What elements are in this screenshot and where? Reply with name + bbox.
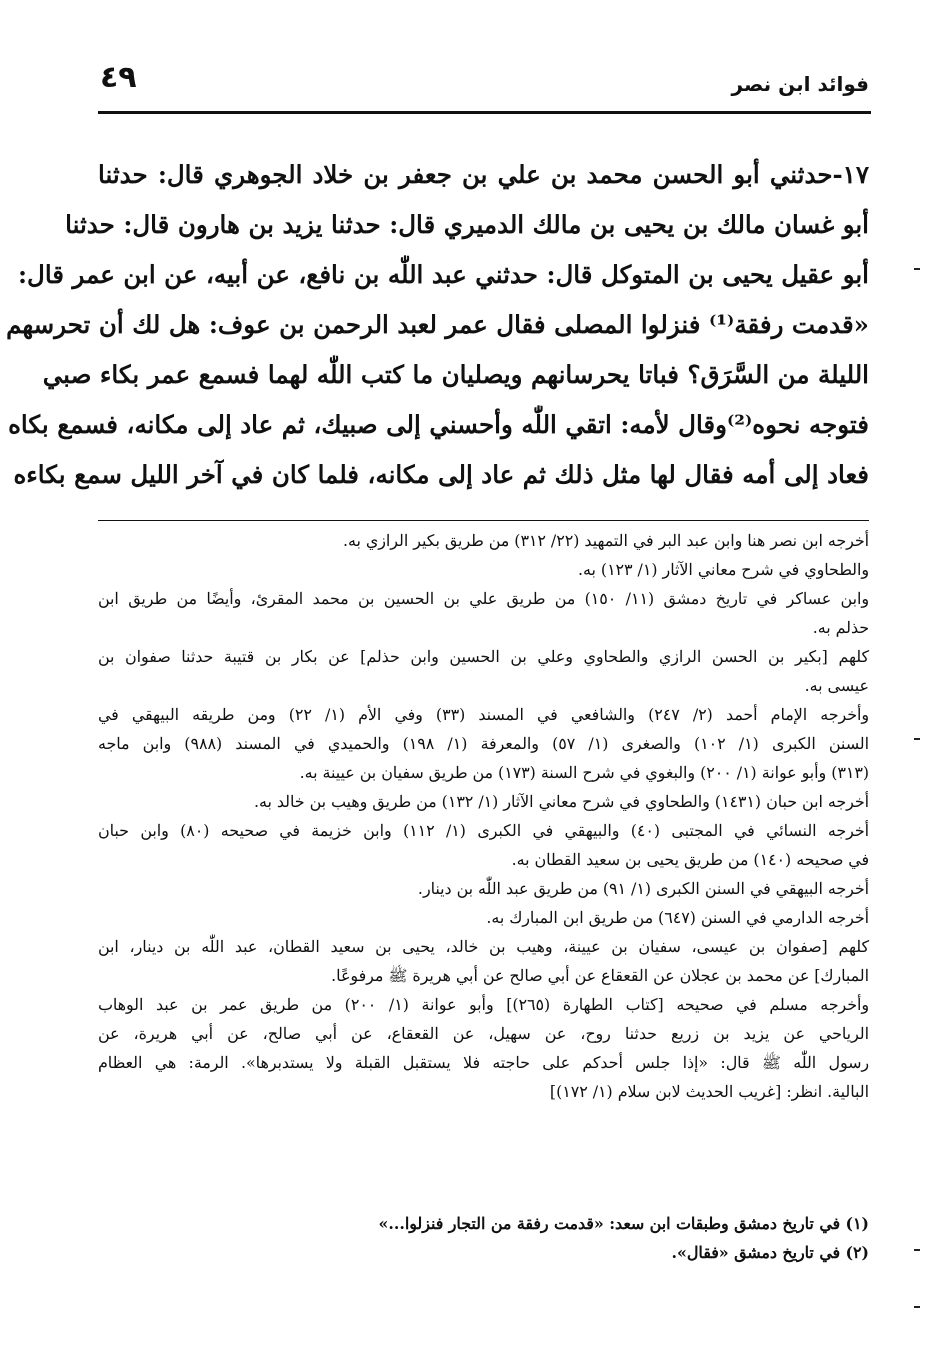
body-line: أبو عقيل يحيى بن المتوكل قال: حدثني عبد اللّٰه بن نافع، عن أبيه، عن ابن عمر قال: [18,260,869,289]
body-line: ١٧-حدثني أبو الحسن محمد بن علي بن جعفر بن خلاد الجوهري قال: حدثنا [98,160,869,189]
body-line: فعاد إلى أمه فقال لها مثل ذلك ثم عاد إلى مكانه، فلما كان في آخر الليل سمع بكاءه [13,460,869,489]
note-line: رسول اللّٰه ﷺ قال: «إذا جلس أحدكم على حاجته فلا يستقبل القبلة ولا يستدبرها». الرمة: هي العظام [98,1053,869,1072]
notes-divider [98,520,869,521]
margin-tick [914,1306,920,1308]
note-line: المبارك] عن محمد بن عجلان عن القعقاع عن أبي صالح عن أبي هريرة ﷺ مرفوعًا. [331,966,869,985]
note-line: الرياحي عن يزيد بن زريع حدثنا روح، عن سهيل، عن القعقاع، عن أبي صالح، عن أبي هريرة، عن [98,1024,869,1043]
body-line: «قدمت رفقة⁽¹⁾ فنزلوا المصلى فقال عمر لعبد الرحمن بن عوف: هل لك أن تحرسهم [6,310,869,339]
note-line: أخرجه النسائي في المجتبى (٤٠) والبيهقي في الكبرى (١/ ١١٢) وابن خزيمة في صحيحه (٨٠) وابن حبان [98,821,869,840]
note-line: أخرجه ابن نصر هنا وابن عبد البر في التمهيد (٢٢/ ٣١٢) من طريق بكير الرازي به. [343,531,869,550]
body-line: فتوجه نحوه⁽²⁾وقال لأمه: اتقي اللّٰه وأحسني إلى صبيك، ثم عاد إلى مكانه، فسمع بكاه [8,410,869,439]
note-line: وابن عساكر في تاريخ دمشق (١١/ ١٥٠) من طريق علي بن الحسين بن محمد المقرئ، وأيضًا من طريق ابن [98,589,869,608]
footnote-1: (١) في تاريخ دمشق وطبقات ابن سعد: «قدمت رفقة من التجار فنزلوا...» [378,1214,869,1233]
body-line: الليلة من السَّرَق؟ فباتا يحرسانهم ويصليان ما كتب اللّٰه لهما فسمع عمر بكاء صبي [42,360,869,389]
note-line: أخرجه ابن حبان (١٤٣١) والطحاوي في شرح معاني الآثار (١/ ١٣٢) من طريق وهيب بن خالد به. [253,792,869,811]
footnote-2: (٢) في تاريخ دمشق «فقال». [671,1243,869,1262]
margin-tick [914,268,920,270]
note-line: البالية. انظر: [غريب الحديث لابن سلام (١/ ١٧٢)] [549,1082,869,1101]
book-title: فوائد ابن نصر [731,72,869,96]
takhrij-notes [98,526,869,1106]
note-line: أخرجه البيهقي في السنن الكبرى (١/ ٩١) من طريق عبد اللّٰه بن دينار. [417,879,869,898]
footnotes [98,1209,869,1267]
header-rule [98,111,871,114]
note-line: حذلم به. [812,618,869,637]
page-number: ٤٩ [100,60,137,95]
note-line: والطحاوي في شرح معاني الآثار (١/ ١٢٣) به. [577,560,869,579]
note-line: كلهم [صفوان بن عيسى، سفيان بن عيينة، وهيب بن خالد، يحيى بن سعيد القطان، عبد اللّٰه بن دينار، ابن [98,937,869,956]
body-line: أبو غسان مالك بن يحيى بن مالك الدميري قال: حدثنا يزيد بن هارون قال: حدثنا [65,210,869,239]
page-header [100,58,869,108]
note-line: كلهم [بكير بن الحسن الرازي والطحاوي وعلي بن الحسين وابن حذلم] عن بكار بن قتيبة حدثنا صفوان بن [98,647,869,666]
note-line: أخرجه الدارمي في السنن (٦٤٧) من طريق ابن المبارك به. [486,908,869,927]
note-line: السنن الكبرى (١/ ١٠٢) والصغرى (١/ ٥٧) والمعرفة (١/ ١٩٨) والحميدي في المسند (٩٨٨) وابن ماجه [98,734,869,753]
note-line: (٣١٣) وأبو عوانة (١/ ٢٠٠) والبغوي في شرح السنة (١٧٣) من طريق سفيان بن عيينة به. [299,763,869,782]
margin-tick [914,738,920,740]
hadith-text [6,150,869,500]
note-line: وأخرجه مسلم في صحيحه [كتاب الطهارة (٢٦٥)] وأبو عوانة (١/ ٢٠٠) من طريق عمر بن عبد الوهاب [98,995,869,1014]
margin-tick [914,1249,920,1251]
note-line: عيسى به. [804,676,869,695]
note-line: في صحيحه (١٤٠) من طريق يحيى بن سعيد القطان به. [511,850,869,869]
note-line: وأخرجه الإمام أحمد (٢/ ٢٤٧) والشافعي في المسند (٣٣) وفي الأم (١/ ٢٢) ومن طريقه البيهقي في [98,705,870,724]
